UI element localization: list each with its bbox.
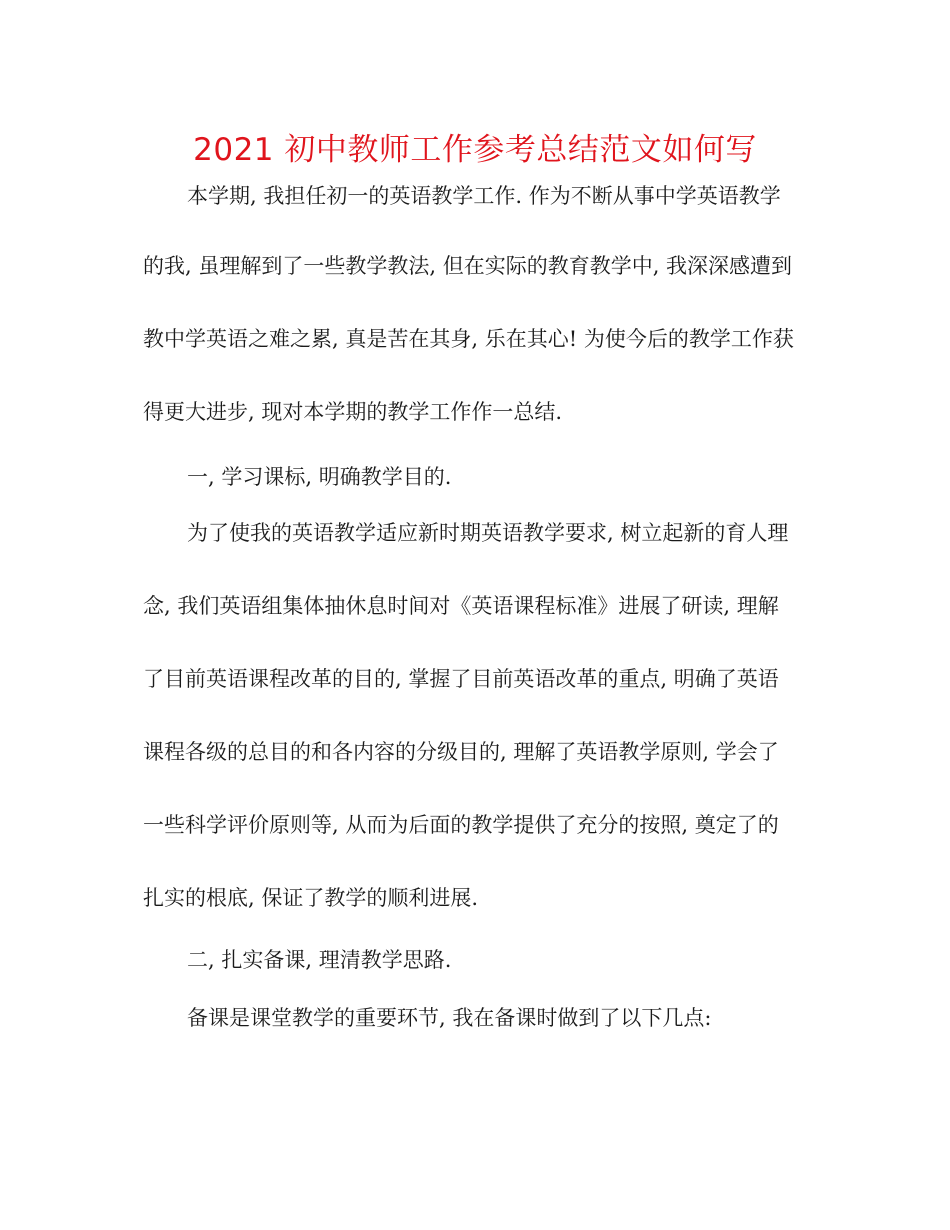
paragraph-line: 的我, 虽理解到了一些教学教法, 但在实际的教育教学中, 我深深感遭到 xyxy=(143,254,793,278)
paragraph-line: 扎实的根底, 保证了教学的顺利进展. xyxy=(143,886,479,910)
section-heading-2: 二, 扎实备课, 理清教学思路. xyxy=(187,948,452,972)
paragraph-line: 了目前英语课程改革的目的, 掌握了目前英语改革的重点, 明确了英语 xyxy=(143,667,779,691)
paragraph-line: 教中学英语之难之累, 真是苦在其身, 乐在其心! 为使今后的教学工作获 xyxy=(143,327,794,351)
paragraph-line: 课程各级的总目的和各内容的分级目的, 理解了英语教学原则, 学会了 xyxy=(143,740,779,764)
section-heading-1: 一, 学习课标, 明确教学目的. xyxy=(187,465,452,489)
paragraph-line: 得更大进步, 现对本学期的教学工作作一总结. xyxy=(143,400,563,424)
paragraph-line: 备课是课堂教学的重要环节, 我在备课时做到了以下几点: xyxy=(187,1006,712,1030)
paragraph-line: 本学期, 我担任初一的英语教学工作. 作为不断从事中学英语教学 xyxy=(187,184,781,208)
paragraph-line: 念, 我们英语组集体抽休息时间对《英语课程标准》进展了研读, 理解 xyxy=(143,594,779,618)
document-title: 2021 初中教师工作参考总结范文如何写 xyxy=(193,132,757,168)
paragraph-line: 一些科学评价原则等, 从而为后面的教学提供了充分的按照, 奠定了的 xyxy=(143,813,779,837)
paragraph-line: 为了使我的英语教学适应新时期英语教学要求, 树立起新的育人理 xyxy=(187,521,789,545)
